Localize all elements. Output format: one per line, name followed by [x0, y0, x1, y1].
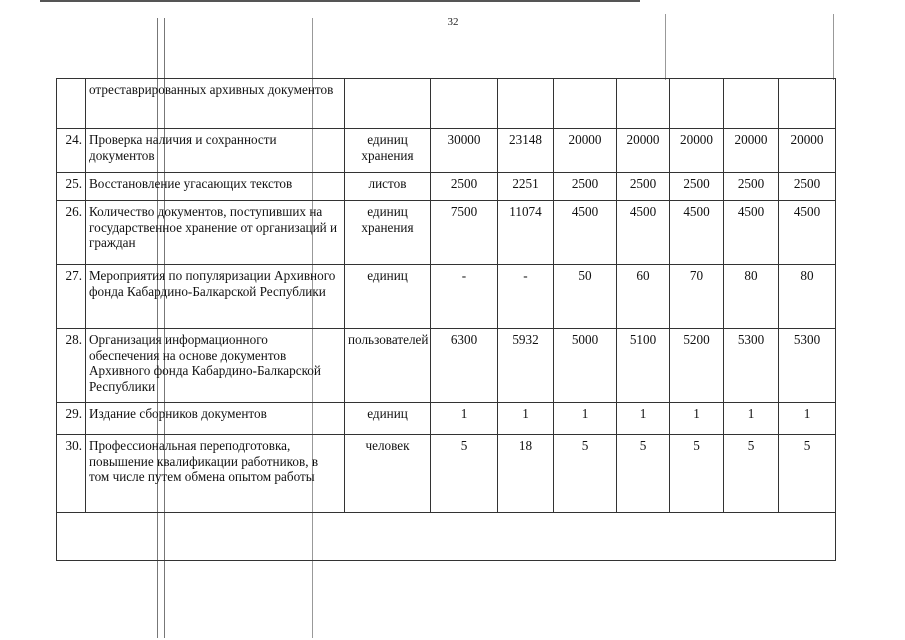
indicator-name: Количество документов, поступивших на государственное хранение от организаций и граждан [86, 201, 345, 265]
unit-cell: единиц [345, 403, 431, 435]
value-cell: 1 [779, 403, 836, 435]
indicator-table [56, 78, 836, 561]
indicator-name: Профессиональная переподготовка, повышение квалификации работников, в том числе путем обмена опытом работы [86, 435, 345, 513]
table-row [57, 79, 836, 129]
value-cell: - [498, 265, 554, 329]
value-cell: 5 [779, 435, 836, 513]
value-cell: 5 [431, 435, 498, 513]
value-cell: 1 [431, 403, 498, 435]
indicator-name: Организация информационного обеспечения на основе документов Архивного фонда Кабардино-Балкарской Республики [86, 329, 345, 403]
value-cell: 20000 [617, 129, 670, 173]
value-cell [617, 79, 670, 129]
value-cell: 18 [498, 435, 554, 513]
value-cell: 1 [554, 403, 617, 435]
value-cell: 5 [554, 435, 617, 513]
value-cell: 20000 [554, 129, 617, 173]
empty-table-row [57, 513, 836, 561]
empty-cell [57, 513, 836, 561]
table-row [57, 265, 836, 329]
scan-top-edge [40, 0, 640, 2]
value-cell: 5300 [724, 329, 779, 403]
table-row [57, 403, 836, 435]
unit-cell: человек [345, 435, 431, 513]
value-cell: 30000 [431, 129, 498, 173]
indicator-name: отреставрированных архивных документов [86, 79, 345, 129]
page-number: 32 [447, 16, 459, 28]
row-number: 28. [57, 329, 86, 403]
unit-cell: единиц хранения [345, 129, 431, 173]
unit-cell: единиц [345, 265, 431, 329]
value-cell: 5300 [779, 329, 836, 403]
value-cell: 50 [554, 265, 617, 329]
value-cell: 2500 [431, 173, 498, 201]
unit-cell: листов [345, 173, 431, 201]
value-cell: 5 [617, 435, 670, 513]
value-cell: 4500 [554, 201, 617, 265]
value-cell [498, 79, 554, 129]
scan-artifact-line [833, 14, 834, 80]
row-number: 26. [57, 201, 86, 265]
value-cell: 4500 [724, 201, 779, 265]
value-cell: 23148 [498, 129, 554, 173]
value-cell: 1 [670, 403, 724, 435]
value-cell: 2500 [554, 173, 617, 201]
value-cell: 5932 [498, 329, 554, 403]
table-row [57, 129, 836, 173]
unit-cell [345, 79, 431, 129]
unit-cell: единиц хранения [345, 201, 431, 265]
scan-artifact-line [665, 14, 666, 80]
value-cell [554, 79, 617, 129]
value-cell [670, 79, 724, 129]
row-number: 25. [57, 173, 86, 201]
table-body [57, 79, 836, 561]
value-cell: 60 [617, 265, 670, 329]
value-cell [431, 79, 498, 129]
value-cell: 2251 [498, 173, 554, 201]
value-cell: 7500 [431, 201, 498, 265]
value-cell: - [431, 265, 498, 329]
table-row [57, 173, 836, 201]
row-number: 24. [57, 129, 86, 173]
value-cell: 5200 [670, 329, 724, 403]
value-cell: 4500 [779, 201, 836, 265]
value-cell: 2500 [779, 173, 836, 201]
value-cell: 70 [670, 265, 724, 329]
value-cell [779, 79, 836, 129]
value-cell: 4500 [617, 201, 670, 265]
value-cell: 6300 [431, 329, 498, 403]
value-cell: 5000 [554, 329, 617, 403]
value-cell: 5100 [617, 329, 670, 403]
unit-cell: пользователей [345, 329, 431, 403]
row-number [57, 79, 86, 129]
indicator-name: Мероприятия по популяризации Архивного фонда Кабардино-Балкарской Республики [86, 265, 345, 329]
value-cell: 4500 [670, 201, 724, 265]
indicator-name: Издание сборников документов [86, 403, 345, 435]
value-cell: 20000 [670, 129, 724, 173]
table-row [57, 201, 836, 265]
value-cell: 11074 [498, 201, 554, 265]
value-cell [724, 79, 779, 129]
row-number: 29. [57, 403, 86, 435]
table-row [57, 435, 836, 513]
value-cell: 2500 [617, 173, 670, 201]
value-cell: 20000 [724, 129, 779, 173]
indicator-name: Восстановление угасающих текстов [86, 173, 345, 201]
row-number: 30. [57, 435, 86, 513]
value-cell: 80 [724, 265, 779, 329]
value-cell: 80 [779, 265, 836, 329]
value-cell: 1 [724, 403, 779, 435]
value-cell: 20000 [779, 129, 836, 173]
row-number: 27. [57, 265, 86, 329]
table-row [57, 329, 836, 403]
value-cell: 5 [724, 435, 779, 513]
value-cell: 1 [498, 403, 554, 435]
value-cell: 1 [617, 403, 670, 435]
value-cell: 2500 [670, 173, 724, 201]
value-cell: 2500 [724, 173, 779, 201]
value-cell: 5 [670, 435, 724, 513]
indicator-name: Проверка наличия и сохранности документов [86, 129, 345, 173]
